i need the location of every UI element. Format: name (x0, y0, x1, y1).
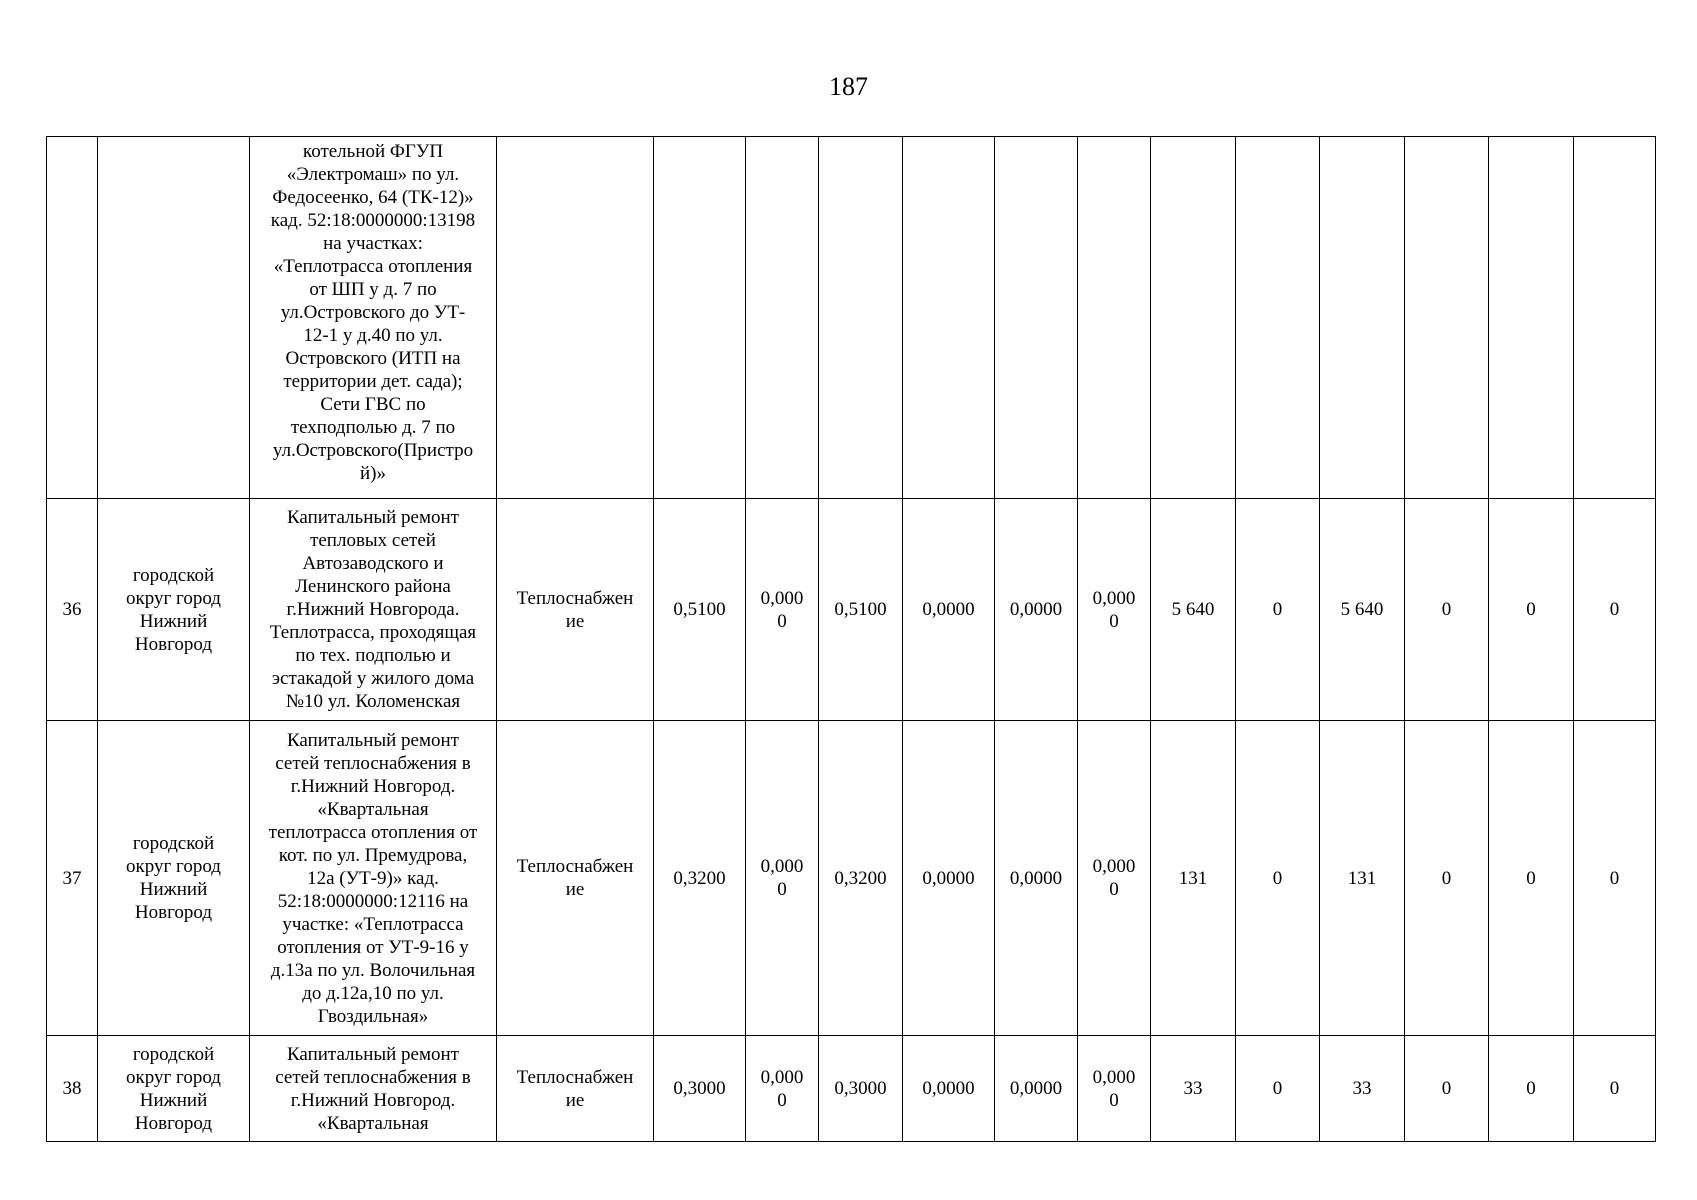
value-cell: 0,3000 (819, 1036, 903, 1142)
description-line: техподполью д. 7 по (290, 417, 456, 438)
area-line: округ город (126, 856, 221, 877)
description-line: 12-1 у д.40 по ул. (303, 325, 443, 346)
description-line: г.Нижний Новгорода. (286, 599, 460, 620)
cost-cell: 0 (1574, 499, 1656, 721)
supply-type-cell (497, 499, 654, 721)
value-line: 0,000 (760, 856, 804, 877)
row-number-cell (47, 137, 98, 499)
area-line: городской (132, 1043, 215, 1065)
value-line: 0 (777, 879, 787, 900)
cost-cell (1489, 137, 1574, 499)
description-line: 52:18:0000000:12116 на (277, 890, 469, 912)
value-line: 0,000 (1092, 1066, 1136, 1088)
value-line: 0,000 (1092, 856, 1136, 877)
description-line: Капитальный ремонт (286, 507, 459, 528)
supply-type-line: ие (565, 610, 585, 632)
description-line: кот. по ул. Премудрова, (278, 844, 468, 866)
description-line: эстакадой у жилого дома (271, 668, 475, 689)
description-line: отопления от УТ-9-16 у (277, 936, 469, 958)
value-cell (654, 137, 746, 499)
value-cell: 0,3200 (819, 721, 903, 1036)
value-cell: 0,0000 (903, 721, 995, 1036)
description-line: по тех. подполью и (295, 645, 451, 666)
repair-program-table (46, 136, 1656, 1142)
area-line: Нижний (139, 1089, 208, 1111)
area-cell (98, 137, 250, 499)
value-cell: 0,0000 (995, 721, 1078, 1036)
description-line: «Квартальная (317, 1112, 429, 1134)
table-row (47, 499, 1656, 721)
description-cell (250, 1036, 497, 1142)
description-line: 12а (УТ-9)» кад. (307, 867, 439, 889)
description-line: на участках: (323, 233, 423, 254)
cost-cell: 0 (1574, 721, 1656, 1036)
area-line: Новгород (134, 633, 213, 655)
supply-type-line: Теплоснабжен (516, 587, 634, 609)
value-line: 0 (777, 610, 787, 632)
row-number-cell: 37 (47, 721, 98, 1036)
description-line: ул.Островского до УТ- (280, 302, 466, 323)
description-line: сетей теплоснабжения в (275, 1066, 471, 1088)
description-line: Теплотрасса, проходящая (269, 622, 477, 643)
cost-cell: 131 (1151, 721, 1236, 1036)
description-line: ул.Островского(Пристро (272, 440, 474, 461)
area-cell (98, 499, 250, 721)
value-cell: 0,3200 (654, 721, 746, 1036)
value-cell (903, 137, 995, 499)
cost-cell: 0 (1236, 1036, 1320, 1142)
description-line: д.13а по ул. Волочильная (270, 959, 476, 981)
area-cell (98, 721, 250, 1036)
supply-type-cell (497, 137, 654, 499)
cost-cell: 33 (1151, 1036, 1236, 1142)
value-line: 0 (1109, 879, 1119, 900)
area-line: Нижний (139, 879, 208, 900)
description-line: до д.12а,10 по ул. (302, 982, 444, 1004)
supply-type-line: ие (565, 1089, 585, 1111)
description-line: тепловых сетей (310, 530, 436, 551)
description-line: Капитальный ремонт (286, 1043, 459, 1065)
area-line: городской (132, 833, 215, 854)
cost-cell (1151, 137, 1236, 499)
cost-cell: 0 (1405, 1036, 1489, 1142)
row-number-cell: 36 (47, 499, 98, 721)
value-cell (819, 137, 903, 499)
description-line: г.Нижний Новгород. (290, 1089, 456, 1111)
description-line: котельной ФГУП (302, 141, 444, 162)
value-cell (1078, 137, 1151, 499)
cost-cell: 0 (1236, 499, 1320, 721)
description-line: от ШП у д. 7 по (309, 279, 437, 300)
description-line: «Теплотрасса отопления (273, 256, 473, 277)
cost-cell: 0 (1236, 721, 1320, 1036)
description-line: сетей теплоснабжения в (275, 752, 471, 774)
description-line: кад. 52:18:0000000:13198 (270, 210, 476, 231)
value-cell: 0,5100 (654, 499, 746, 721)
cost-cell: 0 (1489, 721, 1574, 1036)
description-line: Сети ГВС по (320, 394, 426, 415)
value-cell: 0,0000 (903, 1036, 995, 1142)
description-line: г.Нижний Новгород. (290, 775, 456, 797)
description-line: «Квартальная (317, 798, 429, 820)
cost-cell: 0 (1489, 1036, 1574, 1142)
value-cell (746, 499, 819, 721)
description-line: Островского (ИТП на (285, 348, 461, 369)
description-line: Федосеенко, 64 (ТК-12)» (272, 187, 474, 208)
description-line: й)» (360, 463, 386, 484)
cost-cell: 0 (1405, 721, 1489, 1036)
area-line: городской (132, 564, 215, 586)
description-line: участке: «Теплотрасса (282, 913, 464, 935)
row-number-cell: 38 (47, 1036, 98, 1142)
value-cell (1078, 721, 1151, 1036)
value-cell: 0,3000 (654, 1036, 746, 1142)
cost-cell: 5 640 (1320, 499, 1405, 721)
value-line: 0 (1109, 1089, 1119, 1111)
cost-cell: 0 (1489, 499, 1574, 721)
description-line: территории дет. сада); (283, 371, 463, 392)
value-cell (746, 721, 819, 1036)
cost-cell: 0 (1405, 499, 1489, 721)
value-cell (1078, 499, 1151, 721)
area-line: Нижний (139, 610, 208, 632)
cost-cell (1405, 137, 1489, 499)
cost-cell (1574, 137, 1656, 499)
value-line: 0 (1109, 610, 1119, 632)
description-cell (250, 137, 497, 499)
description-cell (250, 721, 497, 1036)
area-cell (98, 1036, 250, 1142)
value-cell: 0,5100 (819, 499, 903, 721)
description-line: Ленинского района (295, 576, 451, 597)
value-line: 0,000 (760, 587, 804, 609)
supply-type-line: Теплоснабжен (516, 1066, 634, 1088)
value-cell (746, 137, 819, 499)
value-cell: 0,0000 (903, 499, 995, 721)
description-line: №10 ул. Коломенская (285, 691, 461, 712)
value-cell (1078, 1036, 1151, 1142)
description-line: Гвоздильная» (317, 1005, 429, 1027)
cost-cell: 5 640 (1151, 499, 1236, 721)
description-line: «Электромаш» по ул. (286, 164, 460, 185)
description-line: Автозаводского и (302, 553, 444, 574)
value-cell (995, 137, 1078, 499)
page-number: 187 (829, 72, 868, 101)
supply-type-cell (497, 1036, 654, 1142)
cost-cell: 33 (1320, 1036, 1405, 1142)
value-line: 0,000 (760, 1066, 804, 1088)
cost-cell (1236, 137, 1320, 499)
description-cell (250, 499, 497, 721)
description-line: теплотрасса отопления от (268, 821, 478, 843)
value-cell: 0,0000 (995, 1036, 1078, 1142)
supply-type-cell (497, 721, 654, 1036)
supply-type-line: Теплоснабжен (516, 856, 634, 877)
table-row (47, 721, 1656, 1036)
description-line: Капитальный ремонт (286, 729, 459, 751)
area-line: Новгород (134, 902, 213, 923)
cost-cell (1320, 137, 1405, 499)
area-line: Новгород (134, 1112, 213, 1134)
area-line: округ город (126, 587, 221, 609)
value-line: 0,000 (1092, 587, 1136, 609)
supply-type-line: ие (565, 879, 585, 900)
cost-cell: 0 (1574, 1036, 1656, 1142)
cost-cell: 131 (1320, 721, 1405, 1036)
value-cell (746, 1036, 819, 1142)
value-line: 0 (777, 1089, 787, 1111)
table-row (47, 137, 1656, 499)
value-cell: 0,0000 (995, 499, 1078, 721)
area-line: округ город (126, 1066, 221, 1088)
table-row (47, 1036, 1656, 1142)
